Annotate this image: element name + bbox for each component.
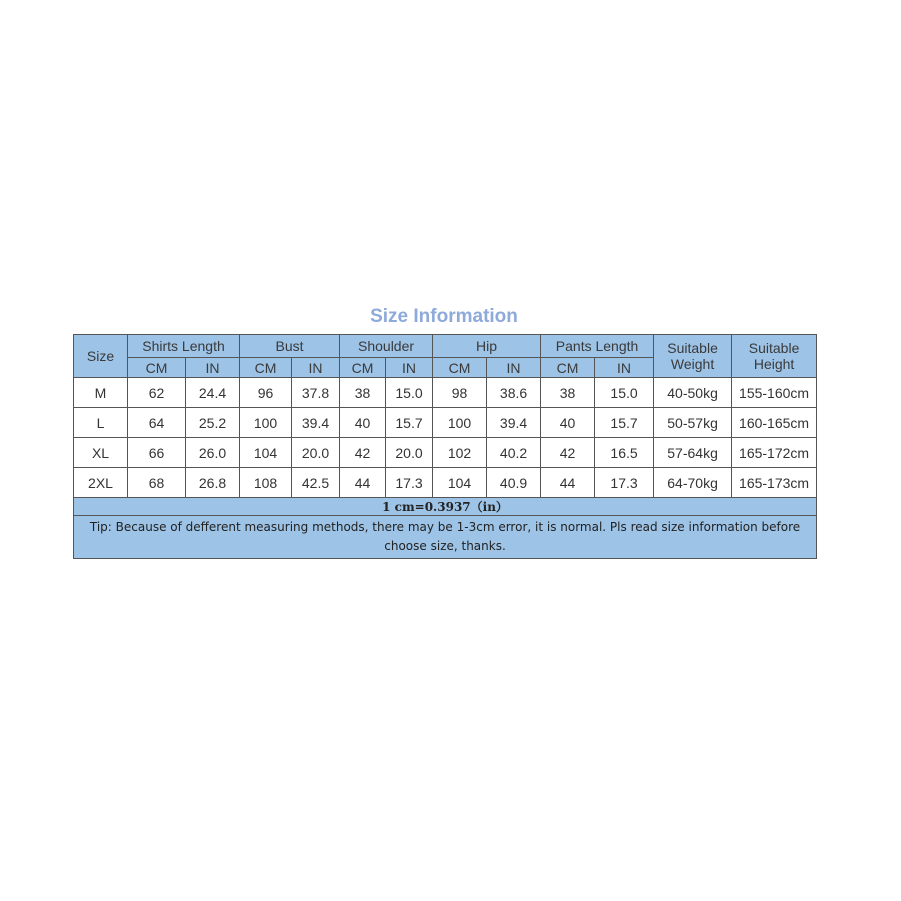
value-cell: 100 bbox=[240, 408, 292, 438]
shirts-length-header: Shirts Length bbox=[128, 335, 240, 358]
value-cell: 102 bbox=[433, 438, 487, 468]
size-cell: XL bbox=[74, 438, 128, 468]
height-cell: 155-160cm bbox=[732, 378, 817, 408]
unit-in: IN bbox=[595, 358, 654, 378]
value-cell: 15.0 bbox=[386, 378, 433, 408]
value-cell: 40.2 bbox=[487, 438, 541, 468]
value-cell: 38 bbox=[340, 378, 386, 408]
unit-in: IN bbox=[292, 358, 340, 378]
unit-in: IN bbox=[487, 358, 541, 378]
table-row bbox=[74, 438, 817, 468]
value-cell: 104 bbox=[433, 468, 487, 498]
unit-cm: CM bbox=[433, 358, 487, 378]
value-cell: 40 bbox=[340, 408, 386, 438]
size-header: Size bbox=[74, 335, 128, 378]
bust-header: Bust bbox=[240, 335, 340, 358]
value-cell: 15.7 bbox=[595, 408, 654, 438]
value-cell: 42.5 bbox=[292, 468, 340, 498]
unit-cm: CM bbox=[240, 358, 292, 378]
value-cell: 104 bbox=[240, 438, 292, 468]
value-cell: 26.8 bbox=[186, 468, 240, 498]
value-cell: 100 bbox=[433, 408, 487, 438]
unit-cm: CM bbox=[128, 358, 186, 378]
tip-row bbox=[74, 516, 817, 559]
weight-cell: 57-64kg bbox=[654, 438, 732, 468]
value-cell: 20.0 bbox=[292, 438, 340, 468]
table-row bbox=[74, 378, 817, 408]
value-cell: 24.4 bbox=[186, 378, 240, 408]
shoulder-header: Shoulder bbox=[340, 335, 433, 358]
height-cell: 165-173cm bbox=[732, 468, 817, 498]
suitable-weight-header: Suitable Weight bbox=[654, 335, 732, 378]
hip-header: Hip bbox=[433, 335, 541, 358]
value-cell: 20.0 bbox=[386, 438, 433, 468]
value-cell: 42 bbox=[340, 438, 386, 468]
size-cell: L bbox=[74, 408, 128, 438]
tip-note: Tip: Because of defferent measuring methods, there may be 1-3cm error, it is normal. Pls read size information before choose size, thanks. bbox=[74, 516, 817, 559]
height-cell: 160-165cm bbox=[732, 408, 817, 438]
value-cell: 37.8 bbox=[292, 378, 340, 408]
value-cell: 17.3 bbox=[386, 468, 433, 498]
value-cell: 25.2 bbox=[186, 408, 240, 438]
value-cell: 39.4 bbox=[292, 408, 340, 438]
unit-cm: CM bbox=[340, 358, 386, 378]
value-cell: 16.5 bbox=[595, 438, 654, 468]
pants-length-header: Pants Length bbox=[541, 335, 654, 358]
conversion-row bbox=[74, 498, 817, 516]
value-cell: 98 bbox=[433, 378, 487, 408]
size-cell: M bbox=[74, 378, 128, 408]
value-cell: 96 bbox=[240, 378, 292, 408]
value-cell: 64 bbox=[128, 408, 186, 438]
value-cell: 39.4 bbox=[487, 408, 541, 438]
value-cell: 38.6 bbox=[487, 378, 541, 408]
value-cell: 62 bbox=[128, 378, 186, 408]
value-cell: 108 bbox=[240, 468, 292, 498]
table-row bbox=[74, 468, 817, 498]
value-cell: 40.9 bbox=[487, 468, 541, 498]
weight-cell: 40-50kg bbox=[654, 378, 732, 408]
value-cell: 66 bbox=[128, 438, 186, 468]
unit-cm: CM bbox=[541, 358, 595, 378]
weight-cell: 64-70kg bbox=[654, 468, 732, 498]
size-cell: 2XL bbox=[74, 468, 128, 498]
table-row bbox=[74, 408, 817, 438]
conversion-note: 1 cm=0.3937（in） bbox=[74, 498, 817, 516]
weight-cell: 50-57kg bbox=[654, 408, 732, 438]
value-cell: 42 bbox=[541, 438, 595, 468]
value-cell: 44 bbox=[340, 468, 386, 498]
value-cell: 15.7 bbox=[386, 408, 433, 438]
size-table bbox=[73, 334, 817, 559]
height-cell: 165-172cm bbox=[732, 438, 817, 468]
page-title: Size Information bbox=[370, 306, 518, 327]
unit-in: IN bbox=[386, 358, 433, 378]
header-row bbox=[74, 335, 817, 358]
unit-in: IN bbox=[186, 358, 240, 378]
value-cell: 17.3 bbox=[595, 468, 654, 498]
value-cell: 44 bbox=[541, 468, 595, 498]
suitable-height-header: Suitable Height bbox=[732, 335, 817, 378]
value-cell: 40 bbox=[541, 408, 595, 438]
value-cell: 38 bbox=[541, 378, 595, 408]
value-cell: 26.0 bbox=[186, 438, 240, 468]
value-cell: 68 bbox=[128, 468, 186, 498]
value-cell: 15.0 bbox=[595, 378, 654, 408]
